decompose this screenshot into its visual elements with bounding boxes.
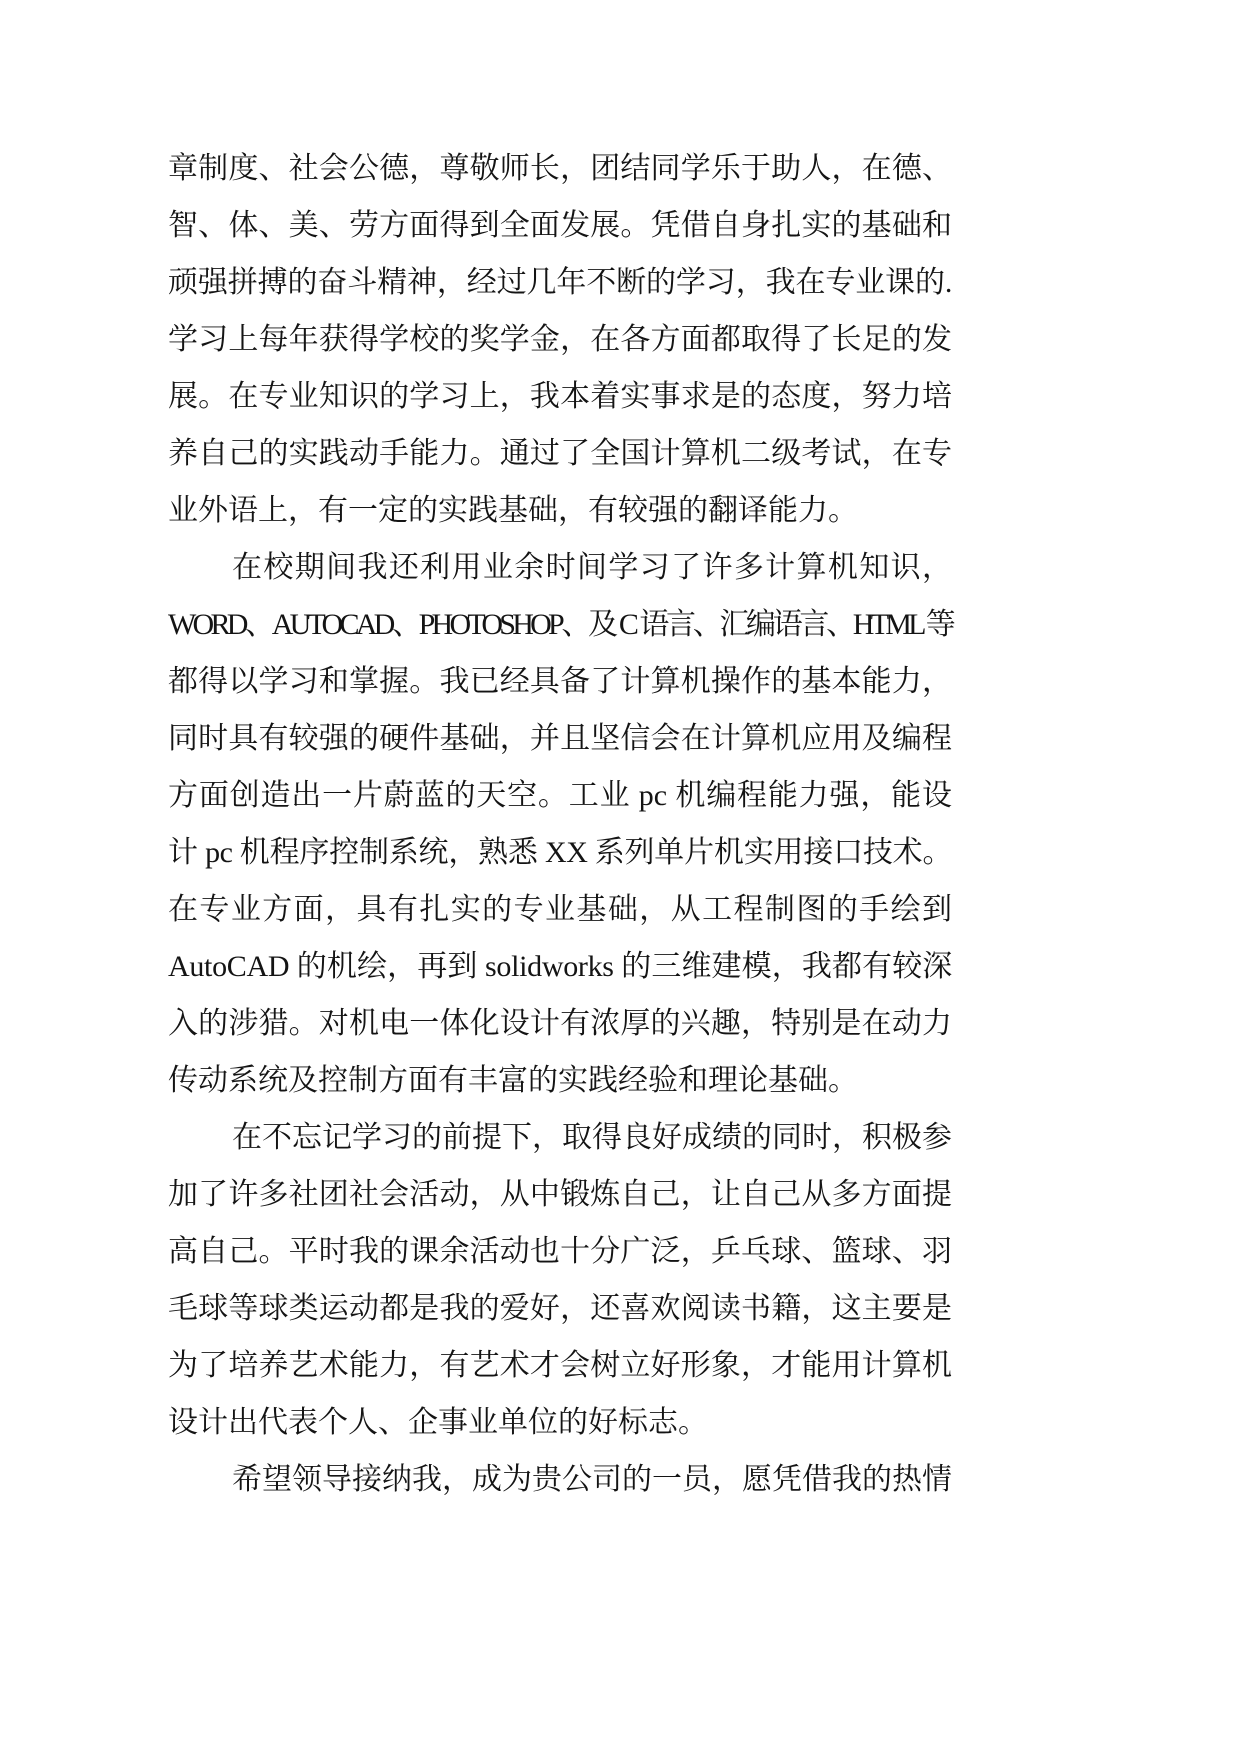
document-body	[168, 140, 952, 1508]
text-line: 在不忘记学习的前提下，取得良好成绩的同时，积极参	[232, 1121, 952, 1154]
paragraph	[168, 1109, 952, 1451]
text-line: AutoCAD 的机绘，再到 solidworks 的三维建模，我都有较深	[168, 950, 952, 983]
paragraph	[168, 539, 952, 1109]
text-line: 智、体、美、劳方面得到全面发展。凭借自身扎实的基础和	[168, 209, 952, 242]
text-line: 养自己的实践动手能力。通过了全国计算机二级考试，在专	[168, 437, 952, 470]
text-line: 方面创造出一片蔚蓝的天空。工业 pc 机编程能力强，能设	[168, 779, 952, 812]
text-line: 展。在专业知识的学习上，我本着实事求是的态度，努力培	[168, 380, 952, 413]
text-line: 高自己。平时我的课余活动也十分广泛，乒乓球、篮球、羽	[168, 1235, 952, 1268]
text-line: 顽强拼搏的奋斗精神，经过几年不断的学习，我在专业课的.	[168, 266, 952, 299]
text-line: 为了培养艺术能力，有艺术才会树立好形象，才能用计算机	[168, 1349, 952, 1382]
text-line: 章制度、社会公德，尊敬师长，团结同学乐于助人，在德、	[168, 152, 952, 185]
text-line: WORD、AUTOCAD、PHOTOSHOP、及 C 语言、汇编语言、HTML 等	[168, 608, 952, 641]
text-line: 在校期间我还利用业余时间学习了许多计算机知识，	[232, 551, 952, 584]
paragraph	[168, 140, 952, 539]
text-line: 学习上每年获得学校的奖学金，在各方面都取得了长足的发	[168, 323, 952, 356]
text-line: 设计出代表个人、企事业单位的好标志。	[168, 1406, 708, 1439]
text-line: 加了许多社团社会活动，从中锻炼自己，让自己从多方面提	[168, 1178, 952, 1211]
text-line: 计 pc 机程序控制系统，熟悉 XX 系列单片机实用接口技术。	[168, 836, 952, 869]
text-line: 同时具有较强的硬件基础，并且坚信会在计算机应用及编程	[168, 722, 952, 755]
text-line: 业外语上，有一定的实践基础，有较强的翻译能力。	[168, 494, 858, 527]
text-line: 在专业方面，具有扎实的专业基础，从工程制图的手绘到	[168, 893, 952, 926]
paragraph	[168, 1451, 952, 1508]
text-line: 毛球等球类运动都是我的爱好，还喜欢阅读书籍，这主要是	[168, 1292, 952, 1325]
text-line: 入的涉猎。对机电一体化设计有浓厚的兴趣，特别是在动力	[168, 1007, 952, 1040]
text-line: 都得以学习和掌握。我已经具备了计算机操作的基本能力，	[168, 665, 952, 698]
text-line: 希望领导接纳我，成为贵公司的一员，愿凭借我的热情	[232, 1463, 952, 1496]
text-line: 传动系统及控制方面有丰富的实践经验和理论基础。	[168, 1064, 858, 1097]
